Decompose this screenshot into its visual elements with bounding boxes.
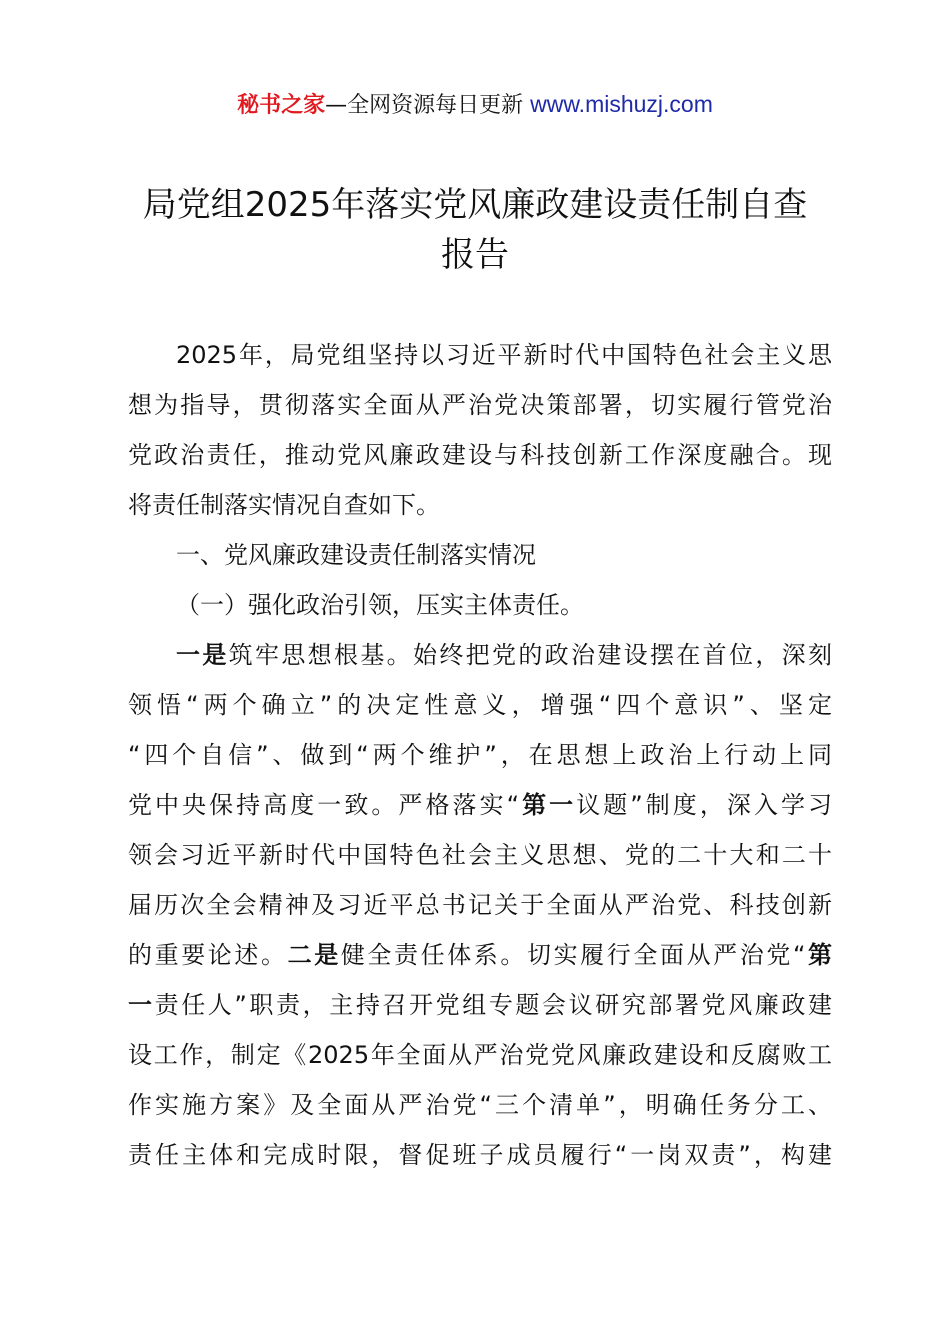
paragraph-2-line-8: 一责任人”职责，主持召开党组专题会议研究部署党风廉政建: [128, 991, 833, 1019]
paragraph-1-line-1: 2025年，局党组坚持以习近平新时代中国特色社会主义思: [176, 341, 832, 369]
bold-yi: 一: [128, 991, 155, 1019]
bold-first: 第一: [519, 791, 577, 819]
title-line-2: 报告: [441, 235, 509, 275]
paragraph-2-line-9: 设工作，制定《2025年全面从严治党党风廉政建设和反腐败工: [128, 1041, 832, 1069]
subsection-heading-1: （一）强化政治引领，压实主体责任。: [176, 591, 584, 619]
site-header: [0, 86, 950, 124]
paragraph-2-line-11: 责任主体和完成时限，督促班子成员履行“一岗双责”，构建: [128, 1141, 832, 1169]
bold-di: 第: [805, 941, 833, 969]
paragraph-2-line-7: 的重要论述。二是健全责任体系。切实履行全面从严治党“第: [128, 941, 833, 969]
site-url-link[interactable]: www.mishuzj.com: [530, 91, 713, 117]
paragraph-1-line-2: 想为指导，贯彻落实全面从严治党决策部署，切实履行管党治: [128, 391, 832, 419]
paragraph-2-line-3: “四个自信”、做到“两个维护”，在思想上政治上行动上同: [128, 741, 832, 769]
document-title: [0, 180, 950, 280]
title-line-1: 局党组2025年落实党风廉政建设责任制自查: [142, 185, 808, 225]
header-tagline: —全网资源每日更新: [325, 93, 524, 118]
section-heading-1: 一、党风廉政建设责任制落实情况: [176, 541, 536, 569]
bold-marker-yi: 一是: [176, 641, 229, 669]
brand-name: 秘书之家: [237, 93, 326, 118]
paragraph-2-line-10: 作实施方案》及全面从严治党“三个清单”，明确任务分工、: [128, 1091, 832, 1119]
paragraph-2-line-5: 领会习近平新时代中国特色社会主义思想、党的二十大和二十: [128, 841, 832, 869]
paragraph-2-line-6: 届历次全会精神及习近平总书记关于全面从严治党、科技创新: [128, 891, 832, 919]
paragraph-2-line-4: 党中央保持高度一致。严格落实“第一议题”制度，深入学习: [128, 791, 833, 819]
paragraph-1-line-4: 将责任制落实情况自查如下。: [128, 491, 440, 519]
paragraph-2-line-1: 一是筑牢思想根基。始终把党的政治建设摆在首位，深刻: [176, 641, 833, 669]
paragraph-2-line-2: 领悟“两个确立”的决定性意义，增强“四个意识”、坚定: [128, 691, 832, 719]
paragraph-1-line-3: 党政治责任，推动党风廉政建设与科技创新工作深度融合。现: [128, 441, 832, 469]
bold-marker-er: 二是: [287, 941, 341, 969]
document-body: [128, 330, 832, 1180]
